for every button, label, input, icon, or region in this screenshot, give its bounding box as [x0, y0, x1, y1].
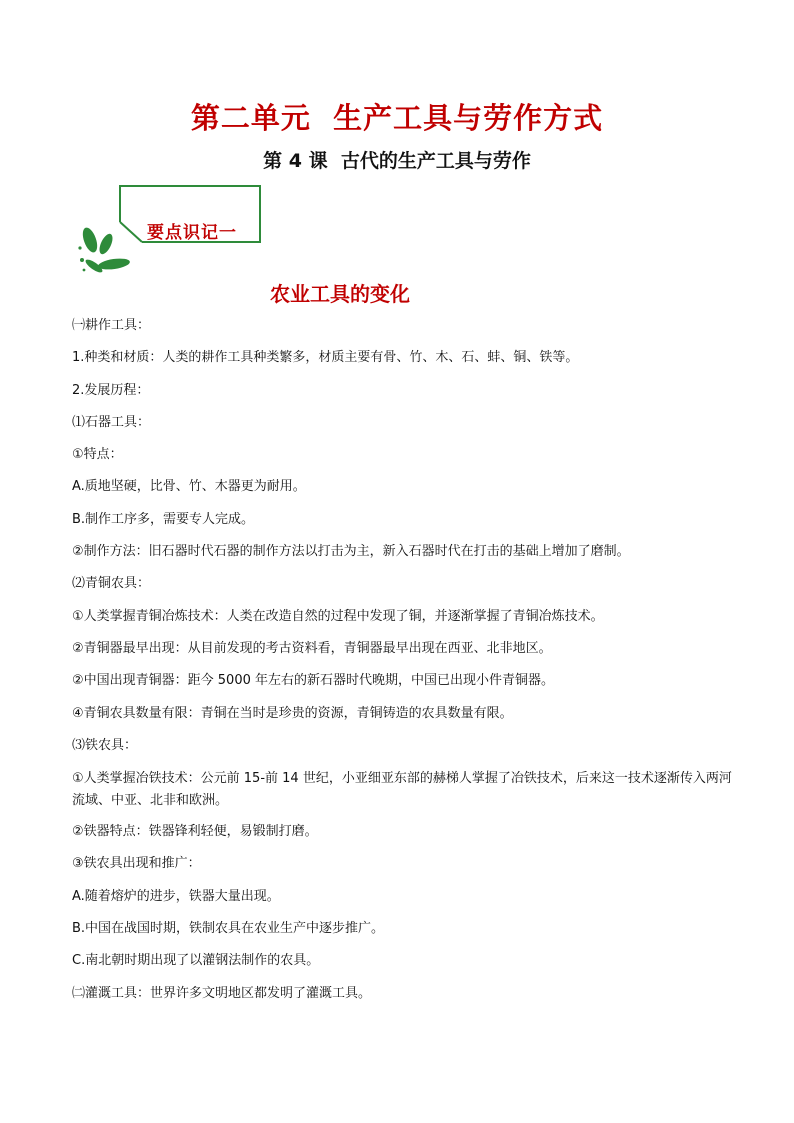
list-item: ④青铜农具数量有限：青铜在当时是珍贵的资源，青铜铸造的农具数量有限。 — [72, 705, 513, 721]
lesson-title: 第 4 课 古代的生产工具与劳作 — [263, 150, 531, 172]
list-item: ㈠耕作工具： — [72, 318, 151, 333]
list-item: ⑵青铜农具： — [72, 576, 151, 592]
list-item: B.制作工序多，需要专人完成。 — [72, 511, 255, 527]
list-item: ②铁器特点：铁器锋利轻便，易锻制打磨。 — [72, 824, 318, 840]
key-points-badge — [72, 184, 272, 274]
list-item: ⑶铁农具： — [72, 737, 138, 753]
list-item: A.质地坚硬，比骨、竹、木器更为耐用。 — [72, 479, 306, 495]
list-item: A.随着熔炉的进步，铁器大量出现。 — [72, 888, 280, 904]
list-item: B.中国在战国时期，铁制农具在农业生产中逐步推广。 — [72, 921, 385, 937]
list-item: ②中国出现青铜器：距今 5000 年左右的新石器时代晚期，中国已出现小件青铜器。 — [72, 673, 555, 689]
list-item: ③铁农具出现和推广： — [72, 856, 201, 872]
badge-label: 要点识记一 — [147, 223, 237, 243]
list-item: ㈡灌溉工具：世界许多文明地区都发明了灌溉工具。 — [72, 985, 372, 1001]
list-item: 2.发展历程： — [72, 382, 150, 398]
unit-title: 第二单元 生产工具与劳作方式 — [190, 101, 604, 135]
list-item: C.南北朝时期出现了以灌钢法制作的农具。 — [72, 953, 320, 969]
list-item: ⑴石器工具： — [72, 414, 151, 430]
content-body — [72, 316, 752, 1016]
section-heading: 农业工具的变化 — [270, 282, 410, 306]
list-item: ①特点： — [72, 447, 123, 463]
list-item: 1.种类和材质：人类的耕作工具种类繁多，材质主要有骨、竹、木、石、蚌、铜、铁等。 — [72, 350, 579, 366]
list-item: ①人类掌握冶铁技术：公元前 15-前 14 世纪，小亚细亚东部的赫梯人掌握了冶铁技术，后来这一技术逐渐传入两河流域、中亚、北非和欧洲。 — [72, 771, 732, 809]
list-item: ②制作方法：旧石器时代石器的制作方法以打击为主，新入石器时代在打击的基础上增加了磨制。 — [72, 544, 630, 560]
list-item: ①人类掌握青铜冶炼技术：人类在改造自然的过程中发现了铜，并逐渐掌握了青铜冶炼技术。 — [72, 608, 604, 624]
list-item: ②青铜器最早出现：从目前发现的考古资料看，青铜器最早出现在西亚、北非地区。 — [72, 640, 552, 656]
